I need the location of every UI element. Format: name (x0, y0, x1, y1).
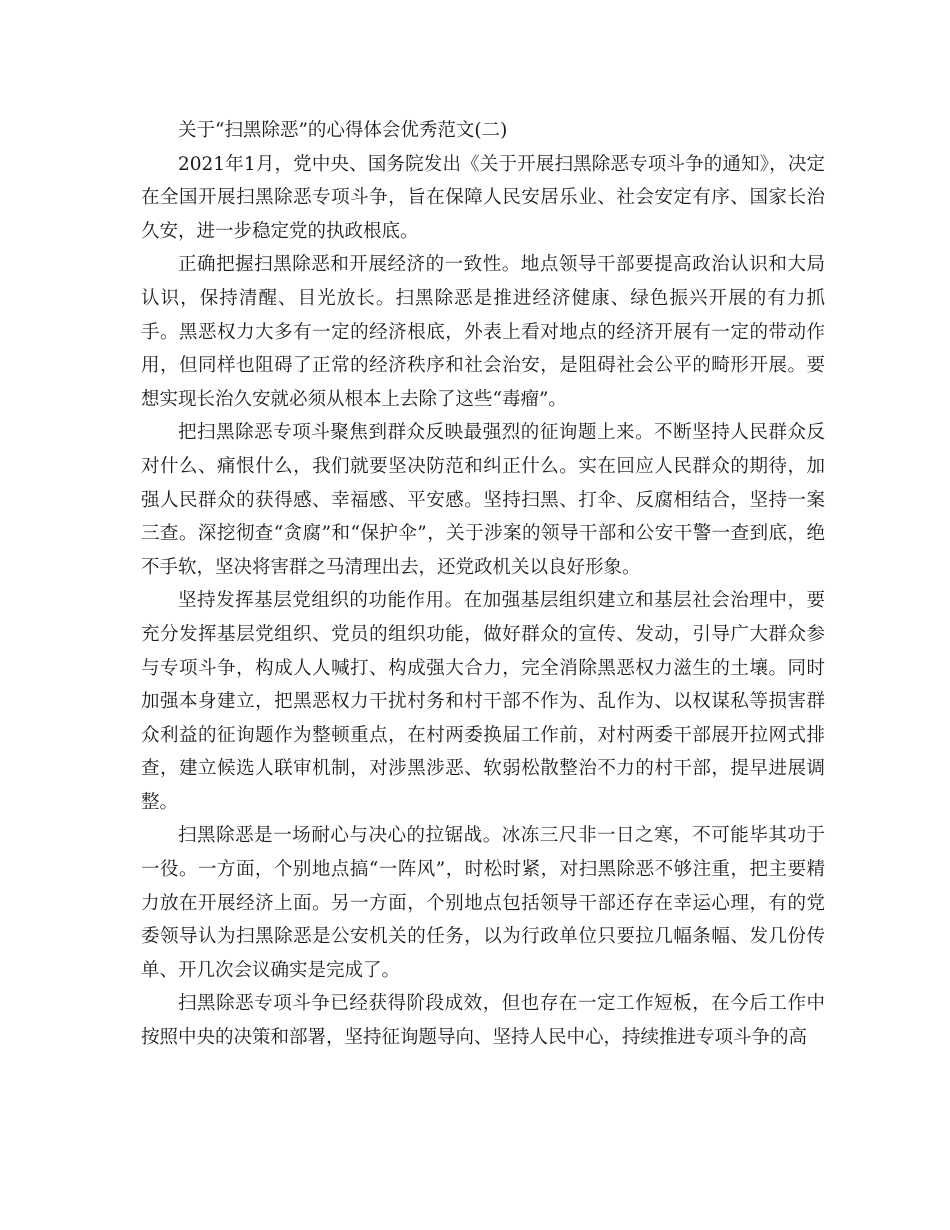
document-body (141, 114, 825, 1055)
document-title: 关于“扫黑除恶”的心得体会优秀范文(二) (178, 120, 508, 141)
paragraph-6: 扫黑除恶专项斗争已经获得阶段成效，但也存在一定工作短板，在今后工作中按照中央的决策和部署，坚持征询题导向、坚持人民中心，持续推进专项斗争的高 (141, 993, 825, 1049)
paragraph-2: 正确把握扫黑除恶和开展经济的一致性。地点领导干部要提高政治认识和大局认识，保持清醒、目光放长。扫黑除恶是推进经济健康、绿色振兴开展的有力抓手。黑恶权力大多有一定的经济根底，外表上看对地点的经济开展有一定的带动作用，但同样也阻碍了正常的经济秩序和社会治安，是阻碍社会公平的畸形开展。要想实现长治久安就必须从根本上去除了这些“毒瘤”。 (141, 254, 825, 410)
paragraph-5: 扫黑除恶是一场耐心与决心的拉锯战。冰冻三尺非一日之寒，不可能毕其功于一役。一方面，个别地点搞“一阵风”，时松时紧，对扫黑除恶不够注重，把主要精力放在开展经济上面。另一方面，个别地点包括领导干部还存在幸运心理，有的党委领导认为扫黑除恶是公安机关的任务，以为行政单位只要拉几幅条幅、发几份传单、开几次会议确实是完成了。 (141, 825, 825, 981)
paragraph-1: 2021年1月，党中央、国务院发出《关于开展扫黑除恶专项斗争的通知》，决定在全国开展扫黑除恶专项斗争，旨在保障人民安居乐业、社会安定有序、国家长治久安，进一步稳定党的执政根底。 (141, 153, 825, 242)
paragraph-4: 坚持发挥基层党组织的功能作用。在加强基层组织建立和基层社会治理中，要充分发挥基层党组织、党员的组织功能，做好群众的宣传、发动，引导广大群众参与专项斗争，构成人人喊打、构成强大合力，完全消除黑恶权力滋生的土壤。同时加强本身建立，把黑恶权力干扰村务和村干部不作为、乱作为、以权谋私等损害群众利益的征询题作为整顿重点，在村两委换届工作前，对村两委干部展开拉网式排查，建立候选人联审机制，对涉黑涉恶、软弱松散整治不力的村干部，提早进展调整。 (141, 590, 825, 813)
paragraph-3: 把扫黑除恶专项斗聚焦到群众反映最强烈的征询题上来。不断坚持人民群众反对什么、痛恨什么，我们就要坚决防范和纠正什么。实在回应人民群众的期待，加强人民群众的获得感、幸福感、平安感。坚持扫黑、打伞、反腐相结合，坚持一案三查。深挖彻查“贪腐”和“保护伞”，关于涉案的领导干部和公安干警一查到底，绝不手软，坚决将害群之马清理出去，还党政机关以良好形象。 (141, 422, 825, 578)
